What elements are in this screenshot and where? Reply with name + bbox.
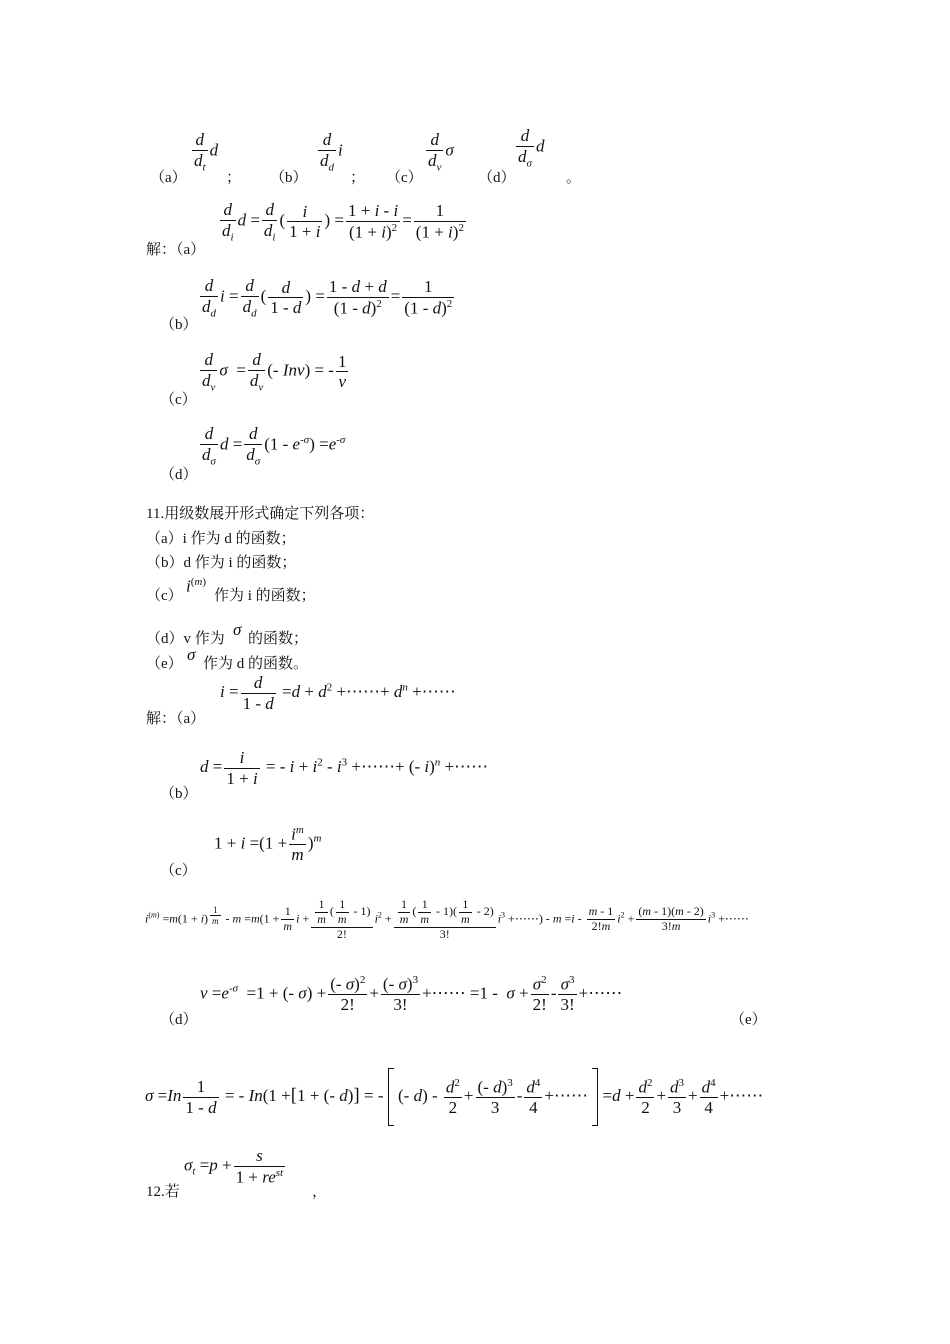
label-sol1-b: （b） (160, 317, 198, 333)
label-sol1-a: 解：（a） (146, 242, 206, 258)
formula-sol1-d: $\frac{d}{d_\sigma}$ d = $\frac{d}{d_\sigma}$ $(1 - e^{-\sigma}) =e^{-\sigma}$ (202, 424, 346, 467)
formula-q12: $\sigma_t =p$ + $\frac{s}{1 + re^{st}}$ (184, 1146, 284, 1187)
q11-item-d-label: （d）v 作为 (146, 631, 225, 647)
q11-title: 11.用级数展开形式确定下列各项： (146, 506, 375, 522)
label-sol1-d: （d） (160, 467, 198, 483)
formula-sol1-a: $\frac{d}{d_i}$ d = $\frac{d}{d_i}$ ( $\frac{i}{1 + i}$ ) = $\frac{1 + i - i}{(1 + i)^2}$ = $\frac{1}{(1 + i)^2}$ (222, 200, 464, 243)
q11-item-e-symbol: σ (187, 645, 196, 664)
q11-item-c-text: 作为 i 的函数； (214, 588, 316, 604)
q11-item-d-text: 的函数； (248, 631, 309, 647)
q11-item-c-symbol: $i^{(m)}$ (186, 576, 207, 596)
q12-title: 12.若 (146, 1184, 180, 1200)
formula-sol2-a: i = $\frac{d}{1 - d}$ $=d + d^2$ +⋯⋯+ $d^n$ +⋯⋯ (220, 673, 456, 713)
end-mark: 。 (566, 170, 582, 186)
formula-p1-b: $\frac{d}{d_d}$ i (320, 130, 343, 173)
formula-sol1-c: $\frac{d}{d_v}$ σ = $\frac{d}{d_v}$ (- Inv) = - $\frac{1}{v}$ (202, 350, 347, 393)
label-sol2-b: （b） (160, 786, 198, 802)
separator: ； (226, 170, 242, 186)
q11-item-d-symbol: σ (233, 620, 242, 639)
label-sol2-d: （d） (160, 1012, 198, 1028)
label-sol2-a: 解：（a） (146, 711, 206, 727)
q11-item-e-text: 作为 d 的函数。 (203, 656, 309, 672)
formula-sol2-e: σ =In $\frac{1}{1 - d}$ = - In(1 +[1 + (- d)] = - (- d) - $\frac{d^2}{2}$ + $\frac{(- d)^3}{3}$ - $\frac{d^4}{4}$ +⋯⋯ =d + $\frac{d^2}{2}$ + $\frac{d^3}{3}$ + $\frac{d^4}{4}$ +⋯⋯ (145, 1068, 763, 1126)
label-p1-d: （d） (478, 170, 516, 186)
label-sol1-c: （c） (160, 392, 197, 408)
label-p1-b: （b） (270, 170, 308, 186)
separator: ； (350, 170, 366, 186)
formula-sol2-c: 1 + i =(1 + $\frac{i^m}{m}$ )$^m$ (214, 824, 322, 865)
formula-sol2-b: d = $\frac{i}{1 + i}$ = - $i + i^2 - i^3$ +⋯⋯+ (- i)$^n$ +⋯⋯ (200, 748, 489, 788)
q11-item-a: （a）i 作为 d 的函数； (146, 531, 296, 547)
formula-sol2-d: $v =e^{-\sigma} =1$ + (- σ) + $\frac{(- \sigma)^2}{2!}$ + $\frac{(- \sigma)^3}{3!}$ +⋯⋯ =1 - σ + $\frac{\sigma^2}{2!}$ - $\frac{\sigma^3}{3!}$ +⋯⋯ (200, 974, 623, 1015)
label-p1-a: （a） (150, 170, 187, 186)
formula-sol2-c-expansion: $i^{(m)} =m(1 + i)$ $^{\frac{1}{m}}$ - m =m(1 + $\frac{1}{m}$ i + $\frac{1}{m}$ ( $\frac{1}{m}$ - 1) 2! $i^2$ + $\frac{1}{m}$ ( $\frac{1}{m}$ - 1)( $\frac{1}{m}$ - 2) 3! $i^3$ +⋯⋯) - m =i - $\frac{m - 1}{2!m}$ $i^2$ + $\frac{(m - 1)(m - 2)}{3!m}$ $i^3$ +⋯⋯ (145, 897, 749, 941)
label-p1-c: （c） (386, 170, 423, 186)
label-sol2-c: （c） (160, 863, 197, 879)
q11-item-b: （b）d 作为 i 的函数； (146, 555, 297, 571)
formula-p1-d: $\frac{d}{d_\sigma}$ d (518, 126, 545, 169)
q11-item-e-label: （e） (146, 656, 183, 672)
formula-p1-c: $\frac{d}{d_v}$ σ (428, 130, 454, 173)
q12-comma: ， (312, 1184, 328, 1200)
label-sol2-e: （e） (730, 1012, 767, 1028)
formula-sol1-b: $\frac{d}{d_d}$ i = $\frac{d}{d_d}$ ( $\frac{d}{1 - d}$ ) = $\frac{1 - d + d}{(1 - d)^2}$ = $\frac{1}{(1 - d)^2}$ (202, 276, 453, 319)
formula-p1-a: $\frac{d}{d_t}$ d (194, 130, 219, 173)
q11-item-c-label: （c） (146, 588, 183, 604)
